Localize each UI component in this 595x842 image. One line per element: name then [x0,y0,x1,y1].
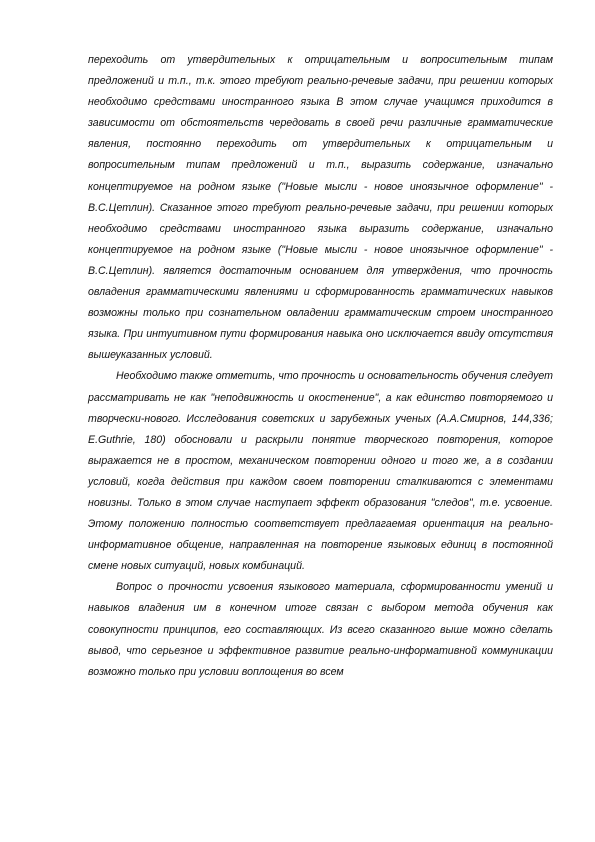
paragraph-3: Вопрос о прочности усвоения языкового материала, сформированности умений и навыков владения им в конечном итоге связан с выбором метода обучения как совокупности принципов, его составляющих. Из всего сказанного выше можно сделать вывод, что серьезное и эффективное развитие реально-информативной коммуникации возможно только при условии воплощения во всем [88,581,553,678]
paragraph-1: переходить от утвердительных к отрицательным и вопросительным типам предложений и т.п., т.к. этого требуют реально-речевые задачи, при решении которых необходимо средствами иностранного языка В этом случае учащимся приходится в зависимости от обстоятельств чередовать в своей речи различные грамматические явления, постоянно переходить от утвердительных к отрицательным и вопросительным типам предложений и т.п., выразить содержание, изначально концептируемое на родном языке ("Новые мысли - новое иноязычное оформление" - В.С.Цетлин). Сказанное этого требуют реально-речевые задачи, при решении которых необходимо средствами иностранного языка выразить содержание, изначально концептируемое на родном языке ("Новые мысли - новое иноязычное оформление" - В.С.Цетлин). является достаточным основанием для утверждения, что прочность овладения грамматическими явлениями и сформированность грамматических навыков возможны только при сознательном овладении грамматическим строем иностранного языка. При интуитивном пути формирования навыка оно исключается ввиду отсутствия вышеуказанных условий. [88,54,553,362]
paragraph-2: Необходимо также отметить, что прочность и основательность обучения следует рассматривать не как "неподвижность и окостенение", а как единство повторяемого и творчески-нового. Исследования советских и зарубежных ученых (А.А.Смирнов, 144,336; E.Guthrie, 180) обосновали и раскрыли понятие творческого повторения, которое выражается не в простом, механическом повторении одного и того же, а в создании условий, когда действия при каждом своем повторении сталкиваются с элементами новизны. Только в этом случае наступает эффект образования "следов", т.е. усвоение. Этому положению полностью соответствует предлагаемая ориентация на реально-информативное общение, направленная на повторение языковых единиц в постоянной смене новых ситуаций, новых комбинаций. [88,370,553,573]
document-page [88,50,553,683]
